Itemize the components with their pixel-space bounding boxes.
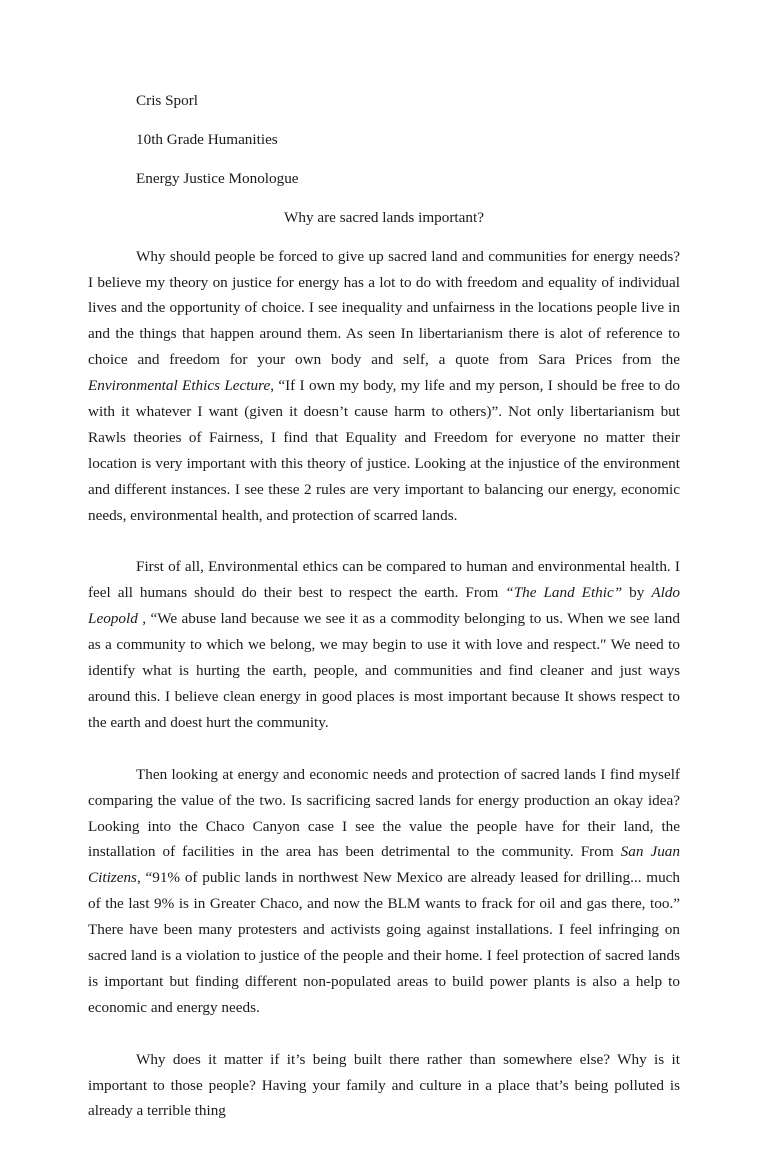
document-body: [88, 88, 680, 1150]
paragraph-why-it-matters: [88, 1047, 680, 1125]
essay-title: Why are sacred lands important?: [284, 208, 484, 226]
paragraph-intro: [88, 244, 680, 529]
paragraph-text: , “We abuse land because we see it as a commodity belonging to us. When we see land as a community to which we belong, we may begin to use it with love and respect.″ We need to identify what is hurting the earth, people, and communities and find cleaner and just ways around this. I believe clean energy in good places is most important because It shows respect to the earth and doest hurt the community.: [88, 610, 680, 731]
source-title: Environmental Ethics Lecture: [88, 377, 271, 395]
paragraph-text: by: [622, 584, 652, 602]
paragraph-text: , “91% of public lands in northwest New Mexico are already leased for drilling... much of the last 9% is in Greater Chaco, and now the BLM wants to frack for oil and gas there, too.” There have been many protesters and activists going against installations. I feel infringing on sacred land is a violation to justice of the people and their home. I feel protection of sacred lands is important but finding different non-populated areas to build power plants is also a help to economic and energy needs.: [88, 869, 680, 1016]
paragraph-sacred-lands: [88, 762, 680, 1021]
paragraph-text: , “If I own my body, my life and my person, I should be free to do with it whatever I want (given it doesn’t cause harm to others)”. Not only libertarianism but Rawls theories of Fairness, I find that Equality and Freedom for everyone no matter their location is very important with this theory of justice. Looking at the injustice of the environment and different instances. I see these 2 rules are very important to balancing our energy, economic needs, environmental health, and protection of scarred lands.: [88, 377, 680, 524]
course-name: 10th Grade Humanities: [136, 130, 278, 148]
paragraph-text: Why does it matter if it’s being built there rather than somewhere else? Why is it important to those people? Having your family and culture in a place that’s being polluted is already a terrible thing: [88, 1050, 680, 1120]
source-author: Aldo Leopold: [88, 584, 681, 628]
assignment-name: Energy Justice Monologue: [136, 169, 299, 187]
paragraph-environmental-ethics: [88, 554, 680, 735]
paragraph-text: Why should people be forced to give up sacred land and communities for energy needs? I believe my theory on justice for energy has a lot to do with freedom and equality of individual lives and the opportunity of choice. I see inequality and unfairness in the locations people live in and the things that happen around them. As seen In libertarianism there is alot of reference to choice and freedom for your own body and self, a quote from Sara Prices from the: [88, 247, 680, 369]
source-title: “The Land Ethic”: [505, 584, 623, 602]
paragraph-text: First of all, Environmental ethics can be compared to human and environmental health. I feel all humans should do their best to respect the earth. From: [88, 558, 680, 602]
author-name: Cris Sporl: [136, 92, 199, 109]
source-title: San Juan Citizens: [88, 843, 680, 887]
paragraph-text: Then looking at energy and economic needs and protection of sacred lands I find myself comparing the value of the two. Is sacrificing sacred lands for energy production an okay idea? Looking into the Chaco Canyon case I see the value the people have for their land, the installation of facilities in the area has been detrimental to the community. From: [88, 765, 680, 861]
